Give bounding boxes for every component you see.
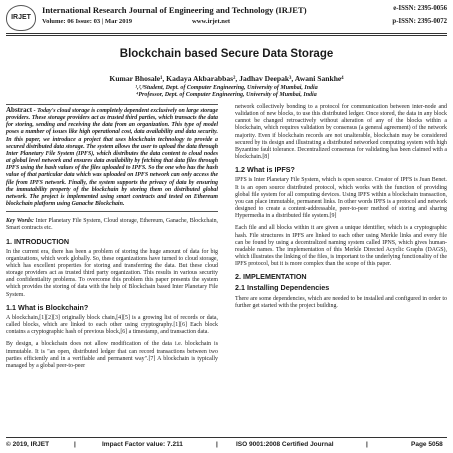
- paper-authors: Kumar Bhosale¹, Kadaya Akbarabbas², Jadhav Deepak³, Awani Sankhe⁴: [109, 74, 344, 83]
- header-rule-2: [6, 35, 447, 36]
- ipfs-paragraph-1: IPFS is Inter Planetary File System, which is open source. Creator of IPFS is Juan Benet. It is an open source distributed protocol, which works with the function of providing global file system for all computing devices. Using IPFS within a blockchain transaction, you can place immutable, permanent links. In other words IPFS is a protocol and network designed to create a content-addressable, peer-to-peer method of storing and sharing Hypermedia in a distributed file system.[9]: [235, 177, 447, 220]
- journal-header: [6, 4, 447, 32]
- blockchain-paragraph-2: By design, a blockchain does not allow modification of the data i.e. blockchain is immutable. It is "an open, distributed ledger that can record transactions between two parties efficiently and in a verifiable and permanent way".[7] A blockchain is typically managed by a global peer-to-peer: [6, 341, 218, 369]
- footer-separator-1: |: [74, 441, 76, 448]
- abstract-label: Abstract: [6, 106, 33, 114]
- keywords-text: Inter Planetary File System, Cloud storage, Ethereum, Ganache, Blockchain, Smart contracts etc.: [6, 218, 219, 232]
- journal-url[interactable]: www.irjet.net: [192, 18, 231, 25]
- header-rule: [6, 33, 447, 34]
- section-what-is-ipfs: 1.2 What is IPFS?: [235, 165, 295, 175]
- left-column: [6, 104, 218, 375]
- abstract-text: - Today's cloud storage is completely dependent exclusively on large storage providers. These storage providers act as trusted third parties, which transacts the data for storing, sending and receiving the data from an organization. This type of model poses a number of issues like high operational cost, data availability and data security. In this paper, we introduce a project that uses blockchain technology to provide a secured distributed data storage. The system allows the user to upload the data through Inter Planetary File System (IPFS), which distributes the data content to cloud nodes at global level network and ensures data availability by fetching that data files through IPFS using the hash values of the files uploaded to IPFS. So the one who has the hash value of that particular data which was uploaded on IPFS network can only access the file from IPFS network. Finally, the system supports the privacy of data by ensuring the immutability property of the blockchain by storing them on distributed global network. The project is implemented using smart contracts and tested on Ethereum blockchain platform using Ganache Blockchain.: [6, 108, 218, 208]
- right-column: [235, 104, 447, 315]
- footer-page: Page 5058: [411, 441, 443, 448]
- footer-copyright: © 2019, IRJET: [6, 441, 50, 448]
- footer-impact: Impact Factor value: 7.211: [102, 441, 183, 448]
- affiliation-professor: ⁴Professor, Dept. of Computer Engineering, University of Mumbai, India: [136, 92, 317, 98]
- pissn: p-ISSN: 2395-0072: [392, 18, 447, 25]
- section-implementation: 2. IMPLEMENTATION: [235, 272, 307, 282]
- keywords-label: Key Words:: [6, 218, 34, 225]
- blockchain-paragraph-1: A blockchain,[1][2][3] originally block chain,[4][5] is a growing list of records or data, called blocks, which are linked to each other using cryptography.[1][6] Each block contains a cryptographic hash of previous block,[6] a timestamp, and transaction data.: [6, 314, 218, 336]
- footer-iso: ISO 9001:2008 Certified Journal: [236, 441, 334, 448]
- irjet-logo: IRJET: [6, 5, 36, 31]
- intro-paragraph: In the current era, there has been a problem of storing the huge amount of data for big organizations, which work globally. So, these organizations have turned to cloud storage, which has excellent properties for storing and transferring the data. But these cloud storage providers act as trusted third party organization. This results in various security and confidentiality problems. To overcome this problem this paper presents the system which provides the storing of data with the help of Blockchain based Inter Planetary File System.: [6, 248, 218, 298]
- journal-name: International Research Journal of Engineering and Technology (IRJET): [42, 5, 307, 15]
- journal-volume: Volume: 06 Issue: 03 | Mar 2019: [42, 18, 133, 25]
- keywords: [6, 218, 218, 232]
- abstract-box: [6, 104, 218, 212]
- footer-separator-3: |: [366, 441, 368, 448]
- paper-title: Blockchain based Secure Data Storage: [119, 48, 334, 60]
- section-introduction: 1. INTRODUCTION: [6, 236, 70, 246]
- blockchain-paragraph-3: network collectively bonding to a protocol for communication between inter-node and validation of new blocks, to use this distributed ledger. Once stored, the data in any block cannot be changed retroactively without alteration of any of the blocks within a blockchain, which requires validation by consensus (a general agreement) of the network majority. Even if blockchain records are not unalterable, blockchain may be considered secured by its design and illustrating a distributed networked computing system with high Byzantine fault tolerance. Decentralized consensus for validating has been claimed with a blockchain.[8]: [235, 104, 447, 161]
- ipfs-paragraph-2: Each file and all blocks within it are given a unique identifier, which is a cryptographic hash. File structures in IPFS are linked to each other using Merkle links and every file can be found by using a decentralized naming system called IPNS, which gives human-readable names. The implementation of this Merkle Directed Acyclic Graphs (DAGS), which illustrates the linking of the files, is important to the underlying functionality of the IPFS protocol, but it is more complex than the scope of this paper.: [235, 225, 447, 268]
- section-what-is-blockchain: 1.1 What is Blockchain?: [6, 302, 89, 312]
- section-installing-dependencies: 2.1 Installing Dependencies: [235, 283, 330, 293]
- footer-rule: [6, 437, 447, 438]
- footer-separator-2: |: [216, 441, 218, 448]
- eissn: e-ISSN: 2395-0056: [393, 5, 447, 12]
- affiliation-students: ¹,²,³Student, Dept. of Computer Engineering, University of Mumbai, India: [135, 85, 318, 91]
- dependencies-paragraph: There are some dependencies, which are needed to be installed and configured in order to further get started with the project building.: [235, 295, 447, 309]
